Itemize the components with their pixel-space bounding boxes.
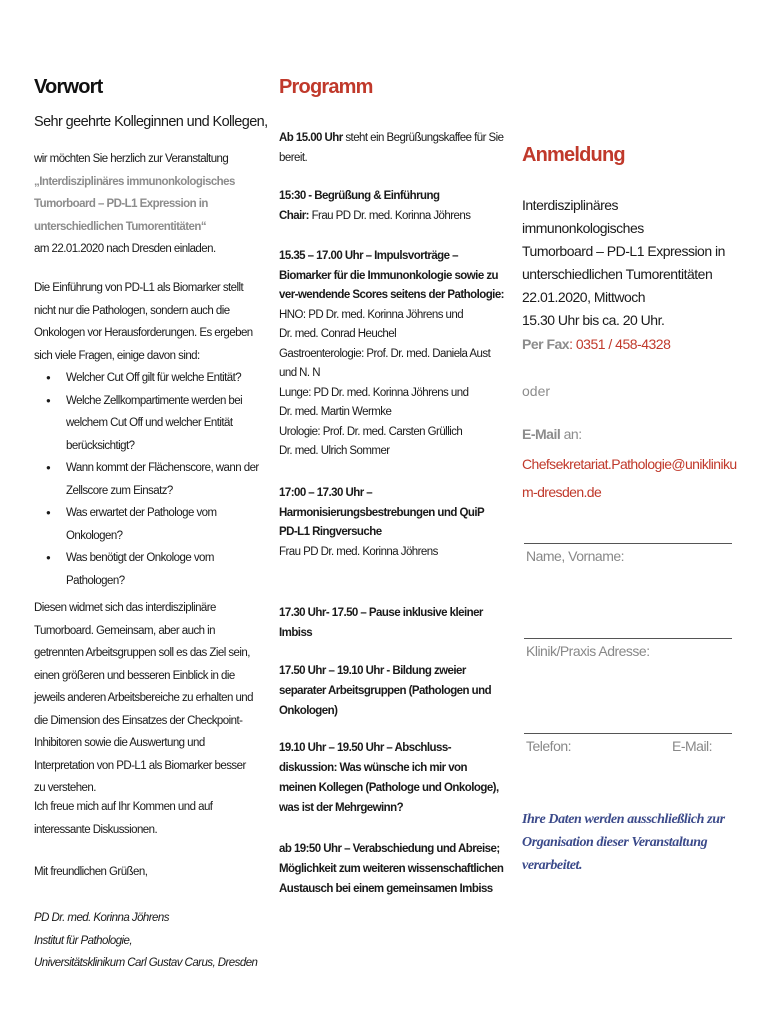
name-field-line[interactable] — [524, 543, 732, 544]
sig-name: PD Dr. med. Korinna Jöhrens — [34, 912, 169, 924]
vorwort-heading: Vorwort — [34, 76, 103, 98]
question-list — [34, 367, 259, 592]
program-title: 15.35 – 17.00 Uhr – Impulsvorträge – Biomarker für die Immunonkologie sowie zu ver-wendende Scores seitens der Pathologie: — [279, 250, 504, 301]
event-line: unterschiedlichen Tumorentitäten — [522, 266, 713, 282]
event-line: 22.01.2020, Mittwoch — [522, 289, 646, 305]
speaker-line: Dr. med. Ulrich Sommer — [279, 445, 390, 457]
email-field-label: E-Mail: — [672, 738, 713, 754]
closing: Mit freundlichen Grüßen, — [34, 866, 148, 878]
event-line: Interdisziplinäres immunonkologisches — [522, 197, 644, 236]
email-line — [522, 426, 582, 442]
program-item-8 — [279, 839, 504, 899]
speaker-line: und N. N — [279, 367, 320, 379]
program-item-2 — [279, 186, 504, 226]
speaker-line: Dr. med. Martin Wermke — [279, 406, 392, 418]
program-text: steht ein Begrüßungskaffee für Sie bereit. — [279, 132, 504, 164]
sig-institute: Institut für Pathologie, — [34, 934, 133, 947]
speaker-line: Dr. med. Conrad Heuchel — [279, 328, 397, 340]
fax-line — [522, 336, 670, 352]
email-colon: an: — [560, 426, 582, 442]
chair-name: Frau PD Dr. med. Korinna Jöhrens — [308, 210, 471, 222]
sig-clinic: Universitätsklinikum Carl Gustav Carus, Dresden — [34, 957, 258, 969]
event-summary — [522, 194, 737, 332]
list-item: ● Wann kommt der Flächenscore, wann der Zellscore zum Einsatz? — [66, 457, 259, 502]
greeting: Sehr geehrte Kolleginnen und Kollegen, — [34, 114, 268, 130]
chair-label: Chair: — [279, 210, 309, 222]
speaker-line: Urologie: Prof. Dr. med. Carsten Grüllich — [279, 425, 463, 438]
para2: Die Einführung von PD-L1 als Biomarker stellt nicht nur die Pathologen, sondern auch die Onkologen vor Herausforderungen. Es ergeben sich viele Fragen, einige davon sind: — [34, 282, 253, 362]
signature — [34, 907, 259, 975]
privacy-note: Ihre Daten werden ausschließlich zur Organisation dieser Veranstaltung verarbeitet. — [522, 812, 725, 873]
program-item-6 — [279, 661, 504, 721]
list-item: ● Was benötigt der Onkologe vom Pathologen? — [66, 547, 259, 592]
program-item-7 — [279, 738, 504, 818]
clinic-field-label: Klinik/Praxis Adresse: — [526, 643, 650, 659]
list-item: ● Welche Zellkompartimente werden bei welchem Cut Off und welcher Entität berücksichtigt? — [66, 390, 259, 458]
name-field-label: Name, Vorname: — [526, 548, 625, 564]
speaker-line: Gastroenterologie: Prof. Dr. med. Daniela Aust — [279, 347, 491, 360]
event-title: „Interdisziplinäres immunonkologisches Tumorboard – PD-L1 Expression in unterschiedlichen Tumorentitäten“ — [34, 175, 235, 233]
program-item-4 — [279, 484, 504, 562]
oder-text: oder — [522, 383, 551, 399]
program-title: 17:00 – 17.30 Uhr – Harmonisierungsbestrebungen und QuiP PD-L1 Ringversuche — [279, 487, 484, 538]
event-line: Tumorboard – PD-L1 Expression in — [522, 243, 725, 259]
program-time: Ab 15.00 Uhr — [279, 132, 343, 144]
para3: Diesen widmet sich das interdisziplinäre Tumorboard. Gemeinsam, aber auch in getrennten Arbeitsgruppen soll es das Ziel sein, einen größeren und besseren Einblick in die jeweils anderen Arbeitsbereiche zu erhalten und die Dimension des Einsatzes der Checkpoint-Inhibitoren sowie die Auswertung und Interpretation von PD-L1 als Biomarker besser zu verstehen. — [34, 602, 254, 794]
list-item: ● Welcher Cut Off gilt für welche Entität? — [66, 367, 259, 390]
program-title: ab 19:50 Uhr – Verabschiedung und Abreise; Möglichkeit zum weiteren wissenschaftlichen Austausch bei einem gemeinsamen Imbiss — [279, 843, 504, 895]
speaker-line: Lunge: PD Dr. med. Korinna Jöhrens und — [279, 386, 469, 399]
email-address-link[interactable]: Chefsekretariat.Pathologie@uniklinikum-dresden.de — [522, 456, 737, 500]
list-item: ● Was erwartet der Pathologe vom Onkologen? — [66, 502, 259, 547]
fax-number[interactable]: : 0351 / 458-4328 — [569, 336, 671, 352]
intro-text: wir möchten Sie herzlich zur Veranstaltung — [34, 153, 229, 165]
program-title: 17.50 Uhr – 19.10 Uhr - Bildung zweier separater Arbeitsgruppen (Pathologen und Onkologen) — [279, 665, 492, 717]
phone-field-line[interactable] — [524, 733, 732, 734]
email-label: E-Mail — [522, 426, 561, 442]
speaker-line: HNO: PD Dr. med. Korinna Jöhrens und — [279, 308, 464, 321]
program-item-1 — [279, 128, 504, 168]
event-line: 15.30 Uhr bis ca. 20 Uhr. — [522, 312, 665, 328]
anmeldung-heading: Anmeldung — [522, 144, 625, 166]
vorwort-body — [34, 148, 259, 261]
para4: Ich freue mich auf Ihr Kommen und auf interessante Diskussionen. — [34, 801, 213, 836]
program-person: Frau PD Dr. med. Korinna Jöhrens — [279, 545, 438, 558]
programm-heading: Programm — [279, 76, 373, 98]
date-line: am 22.01.2020 nach Dresden einladen. — [34, 243, 216, 255]
intro-paragraph — [34, 277, 259, 592]
program-title: 15:30 - Begrüßung & Einführung — [279, 190, 440, 202]
fax-label: Per Fax — [522, 336, 570, 352]
phone-field-label: Telefon: — [526, 738, 572, 754]
program-item-5 — [279, 603, 504, 643]
program-item-3 — [279, 247, 504, 462]
clinic-field-line[interactable] — [524, 638, 732, 639]
program-title: 17.30 Uhr- 17.50 – Pause inklusive kleiner Imbiss — [279, 607, 483, 639]
program-title: 19.10 Uhr – 19.50 Uhr – Abschluss-diskussion: Was wünsche ich mir von meinen Kollegen (Pathologe und Onkologe), was ist der Mehrgewinn? — [279, 742, 499, 814]
